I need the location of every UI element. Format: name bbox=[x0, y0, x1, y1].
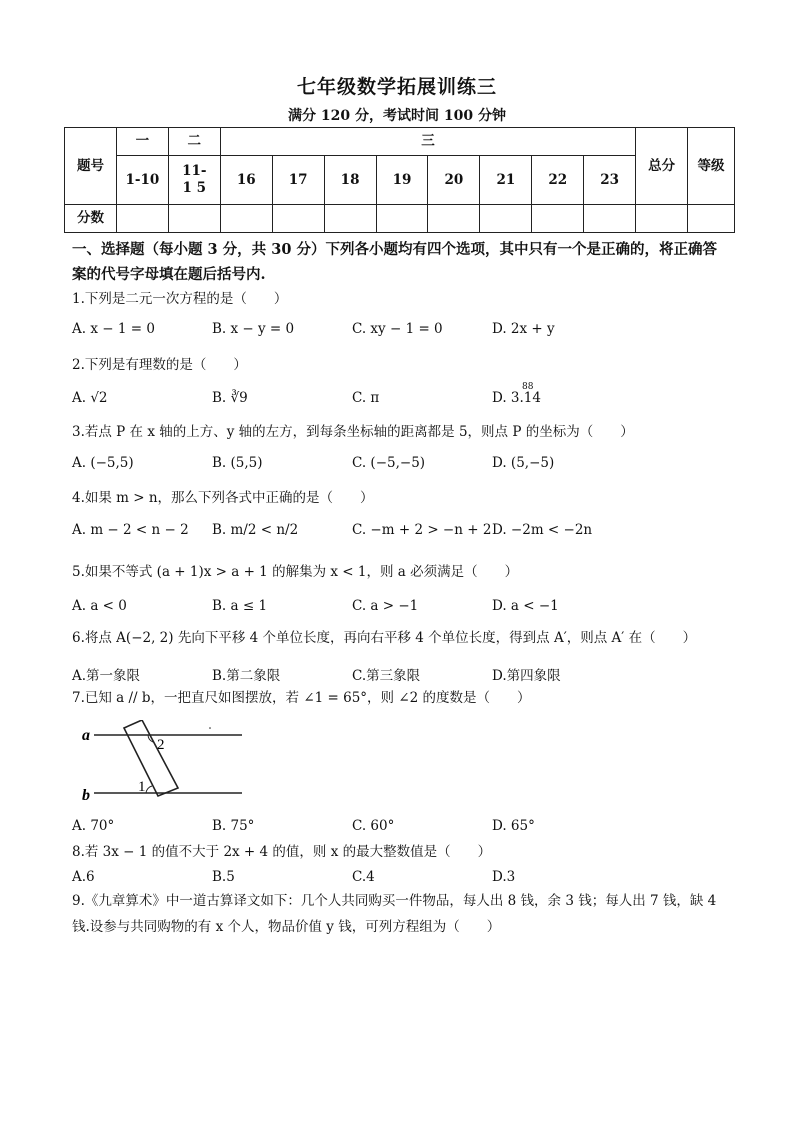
section-1-header: 一 bbox=[116, 128, 168, 156]
section-3-header: 三 bbox=[220, 128, 635, 156]
item-header: 19 bbox=[376, 156, 428, 205]
option-c[interactable]: C. xy − 1 = 0 bbox=[352, 321, 443, 337]
option-d[interactable]: D. 65° bbox=[492, 818, 535, 834]
option-c[interactable]: C.4 bbox=[352, 869, 375, 885]
score-cell[interactable] bbox=[636, 205, 688, 233]
score-cell[interactable] bbox=[376, 205, 428, 233]
score-cell[interactable] bbox=[324, 205, 376, 233]
question-stem: 1.下列是二元一次方程的是（ ） bbox=[72, 291, 288, 307]
option-d[interactable]: D.第四象限 bbox=[492, 668, 561, 684]
row-label-question: 题号 bbox=[65, 128, 117, 205]
option-row bbox=[72, 869, 732, 889]
question-stem: 4.如果 m > n，那么下列各式中正确的是（ ） bbox=[72, 490, 374, 506]
score-cell[interactable] bbox=[220, 205, 272, 233]
score-cell[interactable] bbox=[168, 205, 220, 233]
ruler-figure bbox=[80, 720, 260, 810]
question-stem: 8.若 3x − 1 的值不大于 2x + 4 的值，则 x 的最大整数值是（ ） bbox=[72, 844, 492, 860]
option-b[interactable]: B. ∛9 bbox=[212, 390, 248, 406]
score-cell[interactable] bbox=[480, 205, 532, 233]
option-c[interactable]: C. −m + 2 > −n + 2 bbox=[352, 522, 492, 538]
speck-dot bbox=[209, 727, 211, 729]
total-header: 总分 bbox=[636, 128, 688, 205]
score-cell[interactable] bbox=[116, 205, 168, 233]
option-row bbox=[72, 321, 732, 341]
option-b[interactable]: B.5 bbox=[212, 869, 235, 885]
option-a[interactable]: A.第一象限 bbox=[72, 668, 141, 684]
option-a[interactable]: A. a < 0 bbox=[72, 598, 127, 614]
option-a[interactable]: A. (−5,5) bbox=[72, 455, 134, 471]
range-1: 1-10 bbox=[116, 156, 168, 205]
option-c[interactable]: C. 60° bbox=[352, 818, 395, 834]
option-c[interactable]: C. (−5,−5) bbox=[352, 455, 426, 471]
ruler-shape bbox=[124, 720, 178, 796]
grade-header: 等级 bbox=[688, 128, 735, 205]
option-d[interactable]: D.3 bbox=[492, 869, 516, 885]
label-a: a bbox=[82, 727, 90, 744]
option-a[interactable]: A. x − 1 = 0 bbox=[72, 321, 155, 337]
option-d[interactable]: D. 2x + y bbox=[492, 321, 555, 337]
question-stem: 6.将点 A(−2, 2) 先向下平移 4 个单位长度，再向右平移 4 个单位长度，得到点 A′，则点 A′ 在（ ） bbox=[72, 630, 697, 646]
option-a[interactable]: A. 70° bbox=[72, 818, 115, 834]
option-d[interactable]: D. (5,−5) bbox=[492, 455, 555, 471]
option-row bbox=[72, 382, 732, 410]
question-stem: 7.已知 a // b，一把直尺如图摆放，若 ∠1 = 65°，则 ∠2 的度数是（ ） bbox=[72, 690, 531, 706]
range-2-text: 11-1 5 bbox=[182, 163, 207, 196]
option-b[interactable]: B. 75° bbox=[212, 818, 255, 834]
question-stem: 9.《九章算术》中一道古算译文如下：几个人共同购买一件物品，每人出 8 钱，余 3 钱；每人出 7 钱，缺 4 钱.设参与共同购物的有 x 个人，物品价值 y 钱，可列方程组为（ ） bbox=[72, 893, 717, 935]
option-b[interactable]: B. (5,5) bbox=[212, 455, 263, 471]
angle-1-arc bbox=[146, 786, 152, 793]
angle-1-label: 1 bbox=[138, 779, 146, 795]
score-cell[interactable] bbox=[428, 205, 480, 233]
item-header: 17 bbox=[272, 156, 324, 205]
option-b[interactable]: B. a ≤ 1 bbox=[212, 598, 268, 614]
score-table bbox=[64, 127, 735, 233]
option-row bbox=[72, 818, 732, 838]
question-stem: 3.若点 P 在 x 轴的上方、y 轴的左方，到每条坐标轴的距离都是 5，则点 P 的坐标为（ ） bbox=[72, 424, 634, 440]
option-d[interactable]: D. 3.14 bbox=[492, 390, 541, 406]
item-header: 21 bbox=[480, 156, 532, 205]
item-header: 20 bbox=[428, 156, 480, 205]
question-stem: 2.下列是有理数的是（ ） bbox=[72, 357, 247, 373]
row-label-score: 分数 bbox=[65, 205, 117, 233]
score-cell[interactable] bbox=[584, 205, 636, 233]
option-a[interactable]: A. √2 bbox=[72, 390, 108, 406]
section-2-header: 二 bbox=[168, 128, 220, 156]
option-row bbox=[72, 664, 732, 684]
item-header: 16 bbox=[220, 156, 272, 205]
score-cell[interactable] bbox=[532, 205, 584, 233]
item-header: 18 bbox=[324, 156, 376, 205]
option-a[interactable]: A.6 bbox=[72, 869, 95, 885]
score-cell[interactable] bbox=[272, 205, 324, 233]
page-title: 七年级数学拓展训练三 bbox=[296, 76, 497, 98]
option-b[interactable]: B. m/2 < n/2 bbox=[212, 522, 299, 538]
option-b[interactable]: B. x − y = 0 bbox=[212, 321, 295, 337]
option-row bbox=[72, 522, 732, 542]
score-cell[interactable] bbox=[688, 205, 735, 233]
range-2 bbox=[168, 156, 220, 205]
item-header: 22 bbox=[532, 156, 584, 205]
option-d[interactable]: D. −2m < −2n bbox=[492, 522, 593, 538]
item-header: 23 bbox=[584, 156, 636, 205]
option-b[interactable]: B.第二象限 bbox=[212, 668, 281, 684]
option-c[interactable]: C. π bbox=[352, 390, 380, 406]
option-row bbox=[72, 455, 732, 475]
label-b: b bbox=[82, 787, 90, 804]
option-a[interactable]: A. m − 2 < n − 2 bbox=[72, 522, 189, 538]
decorative-mark: 88 bbox=[522, 382, 534, 392]
page-subtitle: 满分 120 分，考试时间 100 分钟 bbox=[288, 108, 506, 124]
option-row bbox=[72, 598, 732, 618]
section-heading: 一、选择题（每小题 3 分，共 30 分）下列各小题均有四个选项，其中只有一个是正确的，将正确答案的代号字母填在题后括号内. bbox=[72, 241, 717, 283]
angle-2-label: 2 bbox=[157, 737, 165, 753]
question-stem: 5.如果不等式 (a + 1)x > a + 1 的解集为 x < 1，则 a 必须满足（ ） bbox=[72, 564, 519, 580]
option-c[interactable]: C.第三象限 bbox=[352, 668, 421, 684]
option-d[interactable]: D. a < −1 bbox=[492, 598, 559, 614]
option-c[interactable]: C. a > −1 bbox=[352, 598, 419, 614]
